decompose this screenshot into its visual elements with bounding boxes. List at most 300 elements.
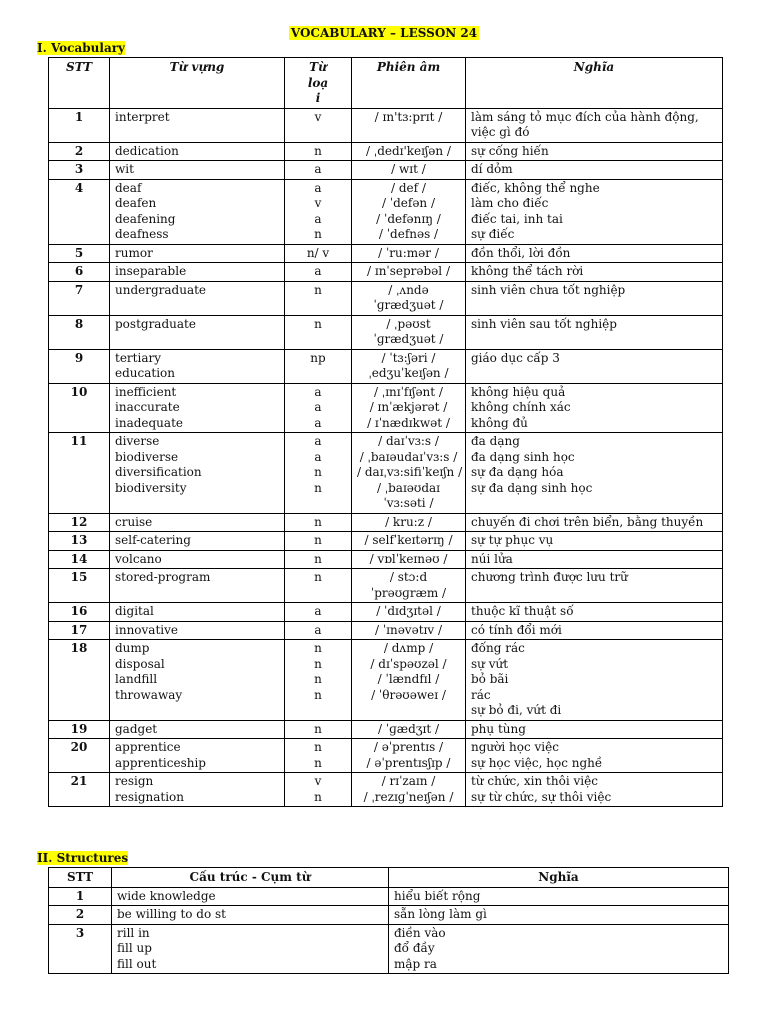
word-cell-line: diverse xyxy=(115,434,160,448)
pos-cell-line: n xyxy=(314,480,322,495)
header-ipa: Phiên âm xyxy=(352,58,466,109)
pos-cell-line: n xyxy=(314,755,322,770)
word-cell-line: biodiversity xyxy=(115,480,187,495)
meaning-cell xyxy=(466,433,723,514)
phrase-cell-line: be willing to do st xyxy=(117,907,227,921)
ipa-cell xyxy=(352,263,466,282)
row-number: 18 xyxy=(49,640,110,721)
meaning-cell-line: đống rác xyxy=(471,641,525,655)
word-cell-line: undergraduate xyxy=(115,282,207,297)
table-row xyxy=(49,142,723,161)
meaning-cell xyxy=(466,532,723,551)
ipa-cell xyxy=(352,532,466,551)
word-cell xyxy=(110,739,285,773)
table-row xyxy=(49,906,729,925)
ipa-cell xyxy=(352,569,466,603)
meaning-cell-line: điếc tai, inh tai xyxy=(471,211,563,226)
meaning-cell xyxy=(466,603,723,622)
pos-cell xyxy=(285,244,352,263)
pos-cell-line: n xyxy=(314,641,322,655)
pos-cell xyxy=(285,569,352,603)
table-row xyxy=(49,108,723,142)
pos-cell-line: n xyxy=(314,465,322,479)
meaning-cell-line: đa dạng sinh học xyxy=(471,449,575,464)
word-cell-line: resign xyxy=(115,774,154,788)
meaning-cell-line: đa dạng xyxy=(471,434,520,448)
pos-cell-line: a xyxy=(314,211,322,226)
word-cell-line: self-catering xyxy=(115,533,191,547)
word-cell-line: tertiary xyxy=(115,350,161,365)
meaning-cell-line: sự học việc, học nghề xyxy=(471,755,603,770)
meaning-cell xyxy=(466,142,723,161)
ipa-cell-line: / ˌbaɪəʊdaɪ xyxy=(376,480,441,495)
word-cell xyxy=(110,281,285,315)
row-number: 1 xyxy=(49,108,110,142)
ipa-cell-line: / ˈɡædʒɪt / xyxy=(377,721,440,736)
meaning-cell-line: sự từ chức, sự thôi việc xyxy=(471,789,612,804)
meaning-cell xyxy=(466,108,723,142)
meaning-cell xyxy=(466,315,723,349)
word-cell-line: deafening xyxy=(115,211,176,226)
meaning-cell-line: chuyến đi chơi trên biển, bằng thuyền xyxy=(471,514,704,529)
ipa-cell-line: / dɪˈspəʊzəl / xyxy=(370,656,447,671)
pos-cell xyxy=(285,383,352,433)
table-row xyxy=(49,433,723,514)
word-cell-line: deafen xyxy=(115,196,157,210)
word-cell xyxy=(110,532,285,551)
pos-cell-line: v xyxy=(314,774,322,788)
pos-cell xyxy=(285,179,352,244)
meaning-cell-line: không hiệu quả xyxy=(471,384,566,399)
vocabulary-table-header xyxy=(49,58,723,109)
meaning-cell-line: sự đa dạng hóa xyxy=(471,465,564,479)
table-row xyxy=(49,263,723,282)
word-cell-line: apprentice xyxy=(115,740,181,754)
ipa-cell-line: / əˈprentɪsʃɪp / xyxy=(366,755,451,770)
row-number: 9 xyxy=(49,349,110,383)
pos-cell-line: n xyxy=(314,721,322,736)
pos-cell-line: v xyxy=(314,196,322,210)
row-number: 12 xyxy=(49,513,110,532)
pos-cell-line: n xyxy=(314,551,322,566)
word-cell xyxy=(110,513,285,532)
pos-cell-line: n/ v xyxy=(306,245,330,260)
meaning-cell xyxy=(466,513,723,532)
pos-cell-line: a xyxy=(314,180,322,195)
row-number: 14 xyxy=(49,550,110,569)
meaning-cell-line: đổ đầy xyxy=(394,941,435,955)
word-cell xyxy=(110,349,285,383)
word-cell xyxy=(110,720,285,739)
pos-cell-line: n xyxy=(314,227,322,241)
table-row xyxy=(49,281,723,315)
ipa-cell xyxy=(352,773,466,807)
word-cell xyxy=(110,315,285,349)
header-phrase: Cấu trúc - Cụm từ xyxy=(112,868,389,888)
phrase-cell-line: wide knowledge xyxy=(117,888,216,903)
ipa-cell xyxy=(352,244,466,263)
meaning-cell-line: dí dỏm xyxy=(471,162,513,176)
meaning-cell-line: người học việc xyxy=(471,740,559,754)
ipa-cell xyxy=(352,161,466,180)
table-row xyxy=(49,640,723,721)
ipa-cell-line: ˌedʒuˈkeɪʃən / xyxy=(368,366,449,380)
ipa-cell-line: / daɪˈvɜ:s / xyxy=(378,434,439,448)
ipa-cell xyxy=(352,383,466,433)
pos-cell-line: n xyxy=(314,143,322,158)
table-row xyxy=(49,739,723,773)
row-number: 4 xyxy=(49,179,110,244)
table-row xyxy=(49,532,723,551)
meaning-cell-line: việc gì đó xyxy=(471,125,530,139)
ipa-cell-line: / ˌdedɪ'keɪʃən / xyxy=(366,143,451,158)
meaning-cell-line: có tính đổi mới xyxy=(471,622,562,637)
row-number: 1 xyxy=(49,887,112,906)
ipa-cell-line: / stɔ:d xyxy=(389,570,428,584)
row-number: 21 xyxy=(49,773,110,807)
ipa-cell-line: / ˈdefnəs / xyxy=(378,227,439,241)
ipa-cell-line: / ɪnˈseprəbəl / xyxy=(367,264,450,278)
word-cell xyxy=(110,179,285,244)
meaning-cell-line: phụ tùng xyxy=(471,721,526,736)
meaning-cell-line: sự cống hiến xyxy=(471,143,549,158)
pos-cell-line: a xyxy=(314,604,322,618)
ipa-cell xyxy=(352,349,466,383)
word-cell-line: postgraduate xyxy=(115,316,196,331)
row-number: 2 xyxy=(49,142,110,161)
pos-cell-line: n xyxy=(314,789,322,804)
table-row xyxy=(49,924,729,974)
pos-cell-line: a xyxy=(314,449,322,464)
word-cell xyxy=(110,108,285,142)
phrase-cell-line: rill in xyxy=(117,925,150,940)
table-row xyxy=(49,720,723,739)
meaning-cell-line: không chính xác xyxy=(471,400,571,414)
row-number: 20 xyxy=(49,739,110,773)
ipa-cell-line: / əˈprentɪs / xyxy=(373,740,444,754)
meaning-cell xyxy=(466,621,723,640)
word-cell-line: inseparable xyxy=(115,264,187,278)
pos-cell-line: n xyxy=(314,656,322,671)
ipa-cell-line: / ˌrezɪɡˈneɪʃən / xyxy=(363,789,454,804)
ipa-cell xyxy=(352,513,466,532)
pos-cell-line: a xyxy=(314,384,322,399)
pos-cell xyxy=(285,640,352,721)
pos-cell xyxy=(285,433,352,514)
pos-cell-line: n xyxy=(314,570,322,584)
header-meaning: Nghĩa xyxy=(389,868,729,888)
row-number: 7 xyxy=(49,281,110,315)
pos-cell xyxy=(285,108,352,142)
pos-cell-line: np xyxy=(310,350,326,365)
ipa-cell-line: / ˌbaɪəudaɪˈvɜ:s / xyxy=(359,449,458,464)
phrase-cell xyxy=(112,906,389,925)
table-row xyxy=(49,179,723,244)
row-number: 11 xyxy=(49,433,110,514)
meaning-cell-line: thuộc kĩ thuật số xyxy=(471,604,574,618)
ipa-cell-line: ˈɡrædʒuət / xyxy=(373,298,444,312)
meaning-cell-line: không đủ xyxy=(471,415,528,430)
ipa-cell-line: / dʌmp / xyxy=(383,641,434,655)
ipa-cell-line: / rɪˈzaɪn / xyxy=(381,774,436,788)
ipa-cell xyxy=(352,433,466,514)
word-cell-line: rumor xyxy=(115,245,153,260)
ipa-cell-line: / ˈdefənɪŋ / xyxy=(376,211,441,226)
meaning-cell-line: núi lửa xyxy=(471,551,513,566)
phrase-cell xyxy=(112,924,389,974)
word-cell-line: education xyxy=(115,366,175,380)
ipa-cell-line: / ˌɪnɪˈfɪʃənt / xyxy=(374,384,443,399)
meaning-cell xyxy=(466,179,723,244)
word-cell-line: deaf xyxy=(115,180,142,195)
word-cell-line: stored-program xyxy=(115,570,211,584)
table-row xyxy=(49,550,723,569)
ipa-cell xyxy=(352,621,466,640)
meaning-cell xyxy=(389,887,729,906)
pos-cell xyxy=(285,142,352,161)
ipa-cell-line: ˈɡrædʒuət / xyxy=(373,332,444,346)
phrase-cell-line: fill out xyxy=(117,956,157,971)
ipa-cell-line: / ˈdɪdʒɪtəl / xyxy=(376,604,441,618)
word-cell-line: landfill xyxy=(115,672,158,686)
pos-cell xyxy=(285,513,352,532)
ipa-cell-line: / ˈtɜ:ʃəri / xyxy=(381,350,436,365)
meaning-cell xyxy=(466,773,723,807)
pos-cell-line: a xyxy=(314,415,322,430)
word-cell xyxy=(110,550,285,569)
ipa-cell-line: / ˈθrəʊəweɪ / xyxy=(371,687,446,702)
row-number: 19 xyxy=(49,720,110,739)
ipa-cell-line: ˈprəʊɡræm / xyxy=(370,585,447,600)
meaning-cell xyxy=(466,720,723,739)
structures-table-header xyxy=(49,868,729,888)
document-title-text: VOCABULARY – LESSON 24 xyxy=(290,26,478,40)
word-cell-line: diversification xyxy=(115,465,202,479)
pos-cell-line: n xyxy=(314,740,322,754)
row-number: 10 xyxy=(49,383,110,433)
meaning-cell xyxy=(466,739,723,773)
ipa-cell xyxy=(352,179,466,244)
pos-cell-line: a xyxy=(314,622,322,637)
meaning-cell-line: sự bỏ đi, vứt đi xyxy=(471,703,562,717)
pos-cell-line: n xyxy=(314,672,322,686)
pos-cell xyxy=(285,532,352,551)
pos-cell-line: n xyxy=(314,316,322,331)
word-cell-line: inadequate xyxy=(115,415,183,430)
meaning-cell xyxy=(466,281,723,315)
meaning-cell xyxy=(389,906,729,925)
table-row xyxy=(49,887,729,906)
ipa-cell-line: / def / xyxy=(391,180,426,195)
row-number: 3 xyxy=(49,161,110,180)
word-cell xyxy=(110,621,285,640)
structures-table xyxy=(48,867,729,974)
phrase-cell-line: fill up xyxy=(117,941,152,955)
ipa-cell xyxy=(352,142,466,161)
ipa-cell-line: / ɪnˈækjərət / xyxy=(369,400,448,414)
ipa-cell xyxy=(352,108,466,142)
pos-cell-line: n xyxy=(314,687,322,702)
ipa-cell-line: / ˈru:mər / xyxy=(378,245,439,260)
header-word: Từ vựng xyxy=(110,58,285,109)
word-cell-line: dedication xyxy=(115,143,179,158)
ipa-cell-line: / ˈɪnəvətɪv / xyxy=(374,622,442,637)
meaning-cell-line: sinh viên chưa tốt nghiệp xyxy=(471,282,626,297)
word-cell-line: apprenticeship xyxy=(115,755,206,770)
pos-cell xyxy=(285,773,352,807)
table-row xyxy=(49,349,723,383)
meaning-cell-line: làm cho điếc xyxy=(471,196,549,210)
meaning-cell-line: điền vào xyxy=(394,925,446,940)
pos-cell xyxy=(285,161,352,180)
ipa-cell-line: / vɒlˈkeɪnəʊ / xyxy=(369,551,448,566)
pos-cell-line: a xyxy=(314,162,322,176)
pos-cell xyxy=(285,263,352,282)
word-cell-line: disposal xyxy=(115,656,165,671)
word-cell xyxy=(110,569,285,603)
pos-cell-line: a xyxy=(314,434,322,448)
meaning-cell-line: mập ra xyxy=(394,956,437,971)
pos-cell-line: a xyxy=(314,400,322,414)
table-row xyxy=(49,161,723,180)
meaning-cell xyxy=(466,383,723,433)
row-number: 5 xyxy=(49,244,110,263)
ipa-cell-line: ˈvɜ:səti / xyxy=(383,496,434,510)
meaning-cell-line: không thể tách rời xyxy=(471,264,584,278)
ipa-cell xyxy=(352,603,466,622)
meaning-cell xyxy=(466,640,723,721)
ipa-cell xyxy=(352,550,466,569)
meaning-cell-line: điếc, không thể nghe xyxy=(471,180,600,195)
word-cell xyxy=(110,263,285,282)
pos-cell-line: a xyxy=(314,264,322,278)
meaning-cell-line: từ chức, xin thôi việc xyxy=(471,774,598,788)
word-cell-line: deafness xyxy=(115,227,169,241)
meaning-cell xyxy=(466,263,723,282)
word-cell-line: interpret xyxy=(115,109,170,124)
ipa-cell-line: / selfˈkeɪtərɪŋ / xyxy=(364,533,453,547)
meaning-cell-line: sinh viên sau tốt nghiệp xyxy=(471,316,617,331)
pos-cell-line: n xyxy=(314,514,322,529)
meaning-cell xyxy=(389,924,729,974)
pos-cell xyxy=(285,621,352,640)
ipa-cell xyxy=(352,315,466,349)
word-cell-line: dump xyxy=(115,641,150,655)
pos-cell-line: v xyxy=(314,109,322,124)
meaning-cell xyxy=(466,161,723,180)
document-title xyxy=(0,26,768,40)
header-stt: STT xyxy=(49,868,112,888)
meaning-cell-line: sự tự phục vụ xyxy=(471,533,554,547)
pos-cell xyxy=(285,349,352,383)
table-row xyxy=(49,621,723,640)
table-row xyxy=(49,773,723,807)
word-cell-line: innovative xyxy=(115,622,178,637)
ipa-cell-line: / kru:z / xyxy=(385,514,432,529)
word-cell xyxy=(110,161,285,180)
header-meaning: Nghĩa xyxy=(466,58,723,109)
meaning-cell-line: hiểu biết rộng xyxy=(394,888,481,903)
meaning-cell xyxy=(466,550,723,569)
meaning-cell-line: bỏ bãi xyxy=(471,672,509,686)
word-cell-line: biodiverse xyxy=(115,449,179,464)
row-number: 13 xyxy=(49,532,110,551)
row-number: 3 xyxy=(49,924,112,974)
ipa-cell-line: / daɪˌvɜ:sifiˈkeɪʃn / xyxy=(357,465,463,479)
table-row xyxy=(49,383,723,433)
pos-cell xyxy=(285,315,352,349)
row-number: 15 xyxy=(49,569,110,603)
meaning-cell-line: chương trình được lưu trữ xyxy=(471,570,628,584)
table-row xyxy=(49,244,723,263)
ipa-cell-line: / ˌpəʊst xyxy=(386,316,431,331)
pos-cell xyxy=(285,603,352,622)
ipa-cell-line: / ɪn'tɜ:prɪt / xyxy=(374,109,443,124)
meaning-cell xyxy=(466,349,723,383)
word-cell-line: digital xyxy=(115,604,154,618)
row-number: 8 xyxy=(49,315,110,349)
header-stt: STT xyxy=(49,58,110,109)
row-number: 2 xyxy=(49,906,112,925)
pos-cell xyxy=(285,739,352,773)
vocabulary-section-heading: I. Vocabulary xyxy=(37,41,126,55)
word-cell-line: inefficient xyxy=(115,384,177,399)
header-pos: Từ loạ i xyxy=(285,58,352,109)
pos-cell-line: n xyxy=(314,533,322,547)
phrase-cell xyxy=(112,887,389,906)
meaning-cell-line: đồn thổi, lời đồn xyxy=(471,245,571,260)
word-cell-line: throwaway xyxy=(115,687,183,702)
meaning-cell-line: sẵn lòng làm gì xyxy=(394,907,487,921)
meaning-cell-line: làm sáng tỏ mục đích của hành động, xyxy=(471,109,699,124)
table-row xyxy=(49,603,723,622)
ipa-cell-line: / ɪˈnædɪkwət / xyxy=(367,415,450,430)
meaning-cell-line: giáo dục cấp 3 xyxy=(471,350,560,365)
meaning-cell xyxy=(466,569,723,603)
meaning-cell xyxy=(466,244,723,263)
pos-cell-line: n xyxy=(314,282,322,297)
meaning-cell-line: sự điếc xyxy=(471,227,515,241)
word-cell xyxy=(110,244,285,263)
word-cell-line: inaccurate xyxy=(115,400,180,414)
ipa-cell xyxy=(352,739,466,773)
word-cell xyxy=(110,142,285,161)
table-row xyxy=(49,569,723,603)
word-cell-line: gadget xyxy=(115,721,158,736)
word-cell-line: wit xyxy=(115,162,134,176)
row-number: 17 xyxy=(49,621,110,640)
table-row xyxy=(49,315,723,349)
ipa-cell xyxy=(352,640,466,721)
meaning-cell-line: sự vứt xyxy=(471,656,509,671)
pos-cell xyxy=(285,550,352,569)
word-cell xyxy=(110,773,285,807)
pos-cell xyxy=(285,281,352,315)
word-cell-line: resignation xyxy=(115,789,185,804)
word-cell-line: cruise xyxy=(115,514,153,529)
ipa-cell-line: / ˈdefən / xyxy=(381,196,436,210)
row-number: 16 xyxy=(49,603,110,622)
ipa-cell-line: / wɪt / xyxy=(391,162,426,176)
word-cell xyxy=(110,603,285,622)
word-cell xyxy=(110,383,285,433)
word-cell-line: volcano xyxy=(115,551,162,566)
ipa-cell-line: / ˌʌndə xyxy=(388,282,429,297)
word-cell xyxy=(110,640,285,721)
vocabulary-table xyxy=(48,57,723,807)
ipa-cell xyxy=(352,281,466,315)
ipa-cell-line: / ˈlændfɪl / xyxy=(377,672,440,686)
